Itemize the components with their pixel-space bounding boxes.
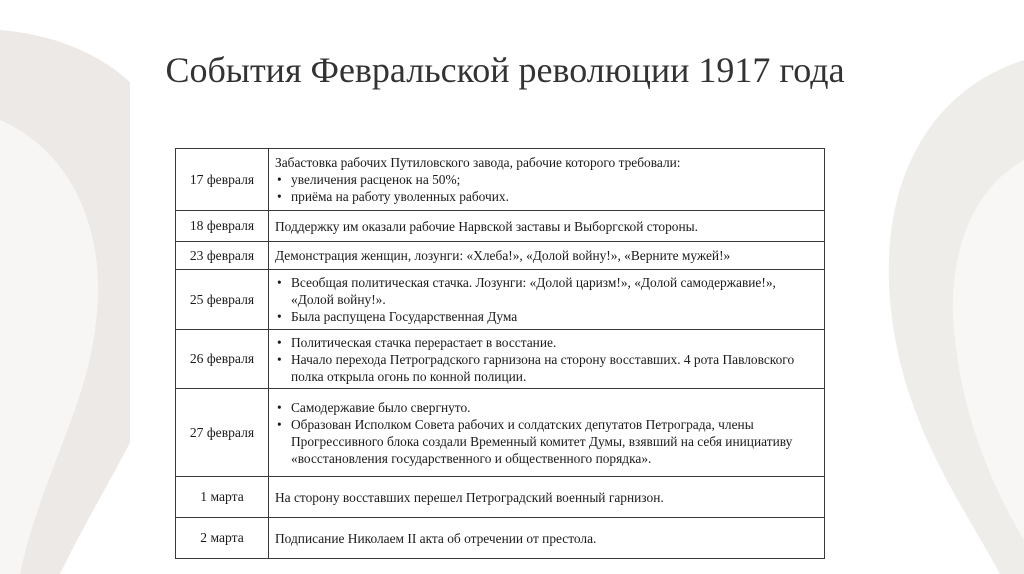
table-row: [176, 518, 825, 559]
bullet-item: • Начало перехода Петроградского гарнизона на сторону восставших. 4 рота Павловского полка открыла огонь по конной полиции.: [275, 351, 818, 385]
bullet-item: • Политическая стачка перерастает в восстание.: [275, 334, 818, 351]
date-cell: 17 февраля: [176, 149, 269, 211]
description-cell: На сторону восставших перешел Петроградский военный гарнизон.: [269, 477, 825, 518]
description-cell: [269, 270, 825, 330]
table-row: [176, 389, 825, 477]
date-cell: 1 марта: [176, 477, 269, 518]
bullet-item: • Самодержавие было свергнуто.: [275, 399, 818, 416]
date-cell: 18 февраля: [176, 211, 269, 242]
bullet-list: [275, 274, 818, 325]
table-row: [176, 270, 825, 330]
bullet-item: • Была распущена Государственная Дума: [275, 308, 818, 325]
bullet-list: [275, 399, 818, 467]
events-table: [175, 148, 825, 559]
date-cell: 27 февраля: [176, 389, 269, 477]
description-cell: [269, 389, 825, 477]
table-row: [176, 149, 825, 211]
table-row: [176, 330, 825, 389]
date-cell: 25 февраля: [176, 270, 269, 330]
bullet-list: [275, 334, 818, 385]
bullet-item: • увеличения расценок на 50%;: [275, 171, 818, 188]
table-row: [176, 242, 825, 270]
bullet-item: • Образован Исполком Совета рабочих и солдатских депутатов Петрограда, члены Прогрессивного блока создали Временный комитет Думы, взявший на себя инициативу «восстановления государственного и общественного порядка».: [275, 416, 818, 467]
description-cell: [269, 330, 825, 389]
description-cell: Подписание Николаем II акта об отречении от престола.: [269, 518, 825, 559]
bullet-item: • Всеобщая политическая стачка. Лозунги: «Долой царизм!», «Долой самодержавие!», «Долой войну!».: [275, 274, 818, 308]
table-row: [176, 477, 825, 518]
date-cell: 23 февраля: [176, 242, 269, 270]
description-cell: Демонстрация женщин, лозунги: «Хлеба!», «Долой войну!», «Верните мужей!»: [269, 242, 825, 270]
description-cell: Поддержку им оказали рабочие Нарвской заставы и Выборгской стороны.: [269, 211, 825, 242]
bullet-list: [275, 171, 818, 205]
date-cell: 2 марта: [176, 518, 269, 559]
table-row: [176, 211, 825, 242]
description-intro: Забастовка рабочих Путиловского завода, рабочие которого требовали:: [275, 155, 681, 170]
slide-title: События Февральской революции 1917 года: [165, 50, 845, 90]
bullet-item: • приёма на работу уволенных рабочих.: [275, 188, 818, 205]
description-cell: [269, 149, 825, 211]
date-cell: 26 февраля: [176, 330, 269, 389]
